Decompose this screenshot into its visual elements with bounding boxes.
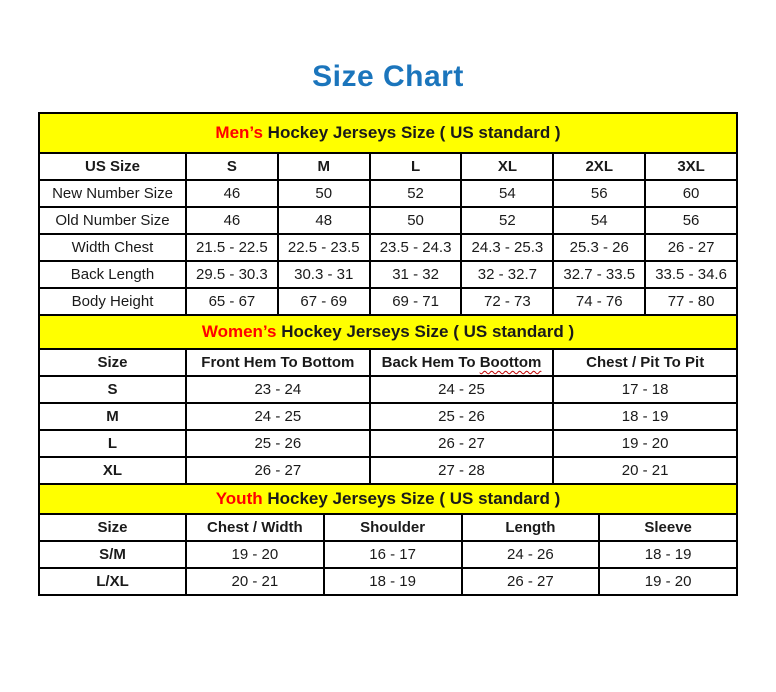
row-label: M: [39, 403, 186, 430]
data-cell: 25 - 26: [186, 430, 370, 457]
data-cell: 26 - 27: [462, 568, 600, 595]
page-title: Size Chart: [312, 60, 464, 93]
data-cell: 27 - 28: [370, 457, 554, 484]
data-cell: 77 - 80: [645, 288, 737, 315]
column-header: Size: [39, 514, 186, 541]
data-cell: 16 - 17: [324, 541, 462, 568]
data-cell: 33.5 - 34.6: [645, 261, 737, 288]
column-header: Sleeve: [599, 514, 737, 541]
data-cell: 19 - 20: [553, 430, 737, 457]
data-cell: 25.3 - 26: [553, 234, 645, 261]
column-header: S: [186, 153, 278, 180]
table-row: [39, 568, 737, 595]
table-row: [39, 288, 737, 315]
men-header-row: [39, 153, 737, 180]
header-prefix: Back Hem To: [381, 354, 480, 371]
column-header: Length: [462, 514, 600, 541]
youth-size-table: [38, 483, 738, 596]
data-cell: 50: [278, 180, 370, 207]
row-label: XL: [39, 457, 186, 484]
women-banner-highlight: Women’s: [201, 322, 277, 341]
data-cell: 54: [461, 180, 553, 207]
column-header: M: [278, 153, 370, 180]
data-cell: 23 - 24: [186, 376, 370, 403]
column-header: Front Hem To Bottom: [186, 349, 370, 376]
data-cell: 24 - 25: [370, 376, 554, 403]
data-cell: 26 - 27: [186, 457, 370, 484]
data-cell: 31 - 32: [370, 261, 462, 288]
data-cell: 24.3 - 25.3: [461, 234, 553, 261]
row-label: S/M: [39, 541, 186, 568]
data-cell: 29.5 - 30.3: [186, 261, 278, 288]
women-banner: [39, 315, 737, 349]
row-label: Body Height: [39, 288, 186, 315]
data-cell: 72 - 73: [461, 288, 553, 315]
table-row: [39, 234, 737, 261]
data-cell: 46: [186, 180, 278, 207]
youth-banner-highlight: Youth: [215, 489, 263, 508]
column-header: 3XL: [645, 153, 737, 180]
data-cell: 20 - 21: [553, 457, 737, 484]
data-cell: 23.5 - 24.3: [370, 234, 462, 261]
data-cell: 56: [553, 180, 645, 207]
row-label: L: [39, 430, 186, 457]
column-header: US Size: [39, 153, 186, 180]
column-header: XL: [461, 153, 553, 180]
table-row: [39, 403, 737, 430]
data-cell: 67 - 69: [278, 288, 370, 315]
data-cell: 24 - 26: [462, 541, 600, 568]
size-chart: [38, 112, 738, 596]
data-cell: 19 - 20: [186, 541, 324, 568]
data-cell: 65 - 67: [186, 288, 278, 315]
data-cell: 30.3 - 31: [278, 261, 370, 288]
data-cell: 46: [186, 207, 278, 234]
table-row: [39, 261, 737, 288]
men-banner: [39, 113, 737, 153]
women-banner-row: [39, 315, 737, 349]
misspelled-word: Boottom: [479, 354, 542, 371]
data-cell: 18 - 19: [599, 541, 737, 568]
women-banner-rest: Hockey Jerseys Size ( US standard ): [276, 322, 575, 341]
table-row: [39, 207, 737, 234]
row-label: L/XL: [39, 568, 186, 595]
data-cell: 50: [370, 207, 462, 234]
table-row: [39, 541, 737, 568]
youth-header-row: [39, 514, 737, 541]
column-header: Shoulder: [324, 514, 462, 541]
row-label: New Number Size: [39, 180, 186, 207]
youth-banner-rest: Hockey Jerseys Size ( US standard ): [262, 489, 561, 508]
column-header: Chest / Pit To Pit: [553, 349, 737, 376]
table-row: [39, 180, 737, 207]
data-cell: 18 - 19: [324, 568, 462, 595]
data-cell: 17 - 18: [553, 376, 737, 403]
men-banner-rest: Hockey Jerseys Size ( US standard ): [262, 123, 561, 142]
data-cell: 74 - 76: [553, 288, 645, 315]
data-cell: 22.5 - 23.5: [278, 234, 370, 261]
data-cell: 60: [645, 180, 737, 207]
women-header-row: [39, 349, 737, 376]
data-cell: 24 - 25: [186, 403, 370, 430]
women-size-table: [38, 314, 738, 485]
data-cell: 21.5 - 22.5: [186, 234, 278, 261]
column-header: 2XL: [553, 153, 645, 180]
data-cell: 52: [461, 207, 553, 234]
row-label: Width Chest: [39, 234, 186, 261]
data-cell: 32 - 32.7: [461, 261, 553, 288]
data-cell: 25 - 26: [370, 403, 554, 430]
column-header: Chest / Width: [186, 514, 324, 541]
men-banner-highlight: Men’s: [215, 123, 263, 142]
data-cell: 52: [370, 180, 462, 207]
column-header: Size: [39, 349, 186, 376]
data-cell: 19 - 20: [599, 568, 737, 595]
data-cell: 69 - 71: [370, 288, 462, 315]
men-size-table: [38, 112, 738, 316]
row-label: Back Length: [39, 261, 186, 288]
row-label: Old Number Size: [39, 207, 186, 234]
data-cell: 54: [553, 207, 645, 234]
data-cell: 18 - 19: [553, 403, 737, 430]
row-label: S: [39, 376, 186, 403]
column-header-misspelled: [370, 349, 554, 376]
data-cell: 32.7 - 33.5: [553, 261, 645, 288]
men-banner-row: [39, 113, 737, 153]
data-cell: 56: [645, 207, 737, 234]
youth-banner: [39, 484, 737, 514]
table-row: [39, 457, 737, 484]
youth-banner-row: [39, 484, 737, 514]
table-row: [39, 430, 737, 457]
data-cell: 48: [278, 207, 370, 234]
data-cell: 26 - 27: [645, 234, 737, 261]
data-cell: 20 - 21: [186, 568, 324, 595]
column-header: L: [370, 153, 462, 180]
data-cell: 26 - 27: [370, 430, 554, 457]
table-row: [39, 376, 737, 403]
